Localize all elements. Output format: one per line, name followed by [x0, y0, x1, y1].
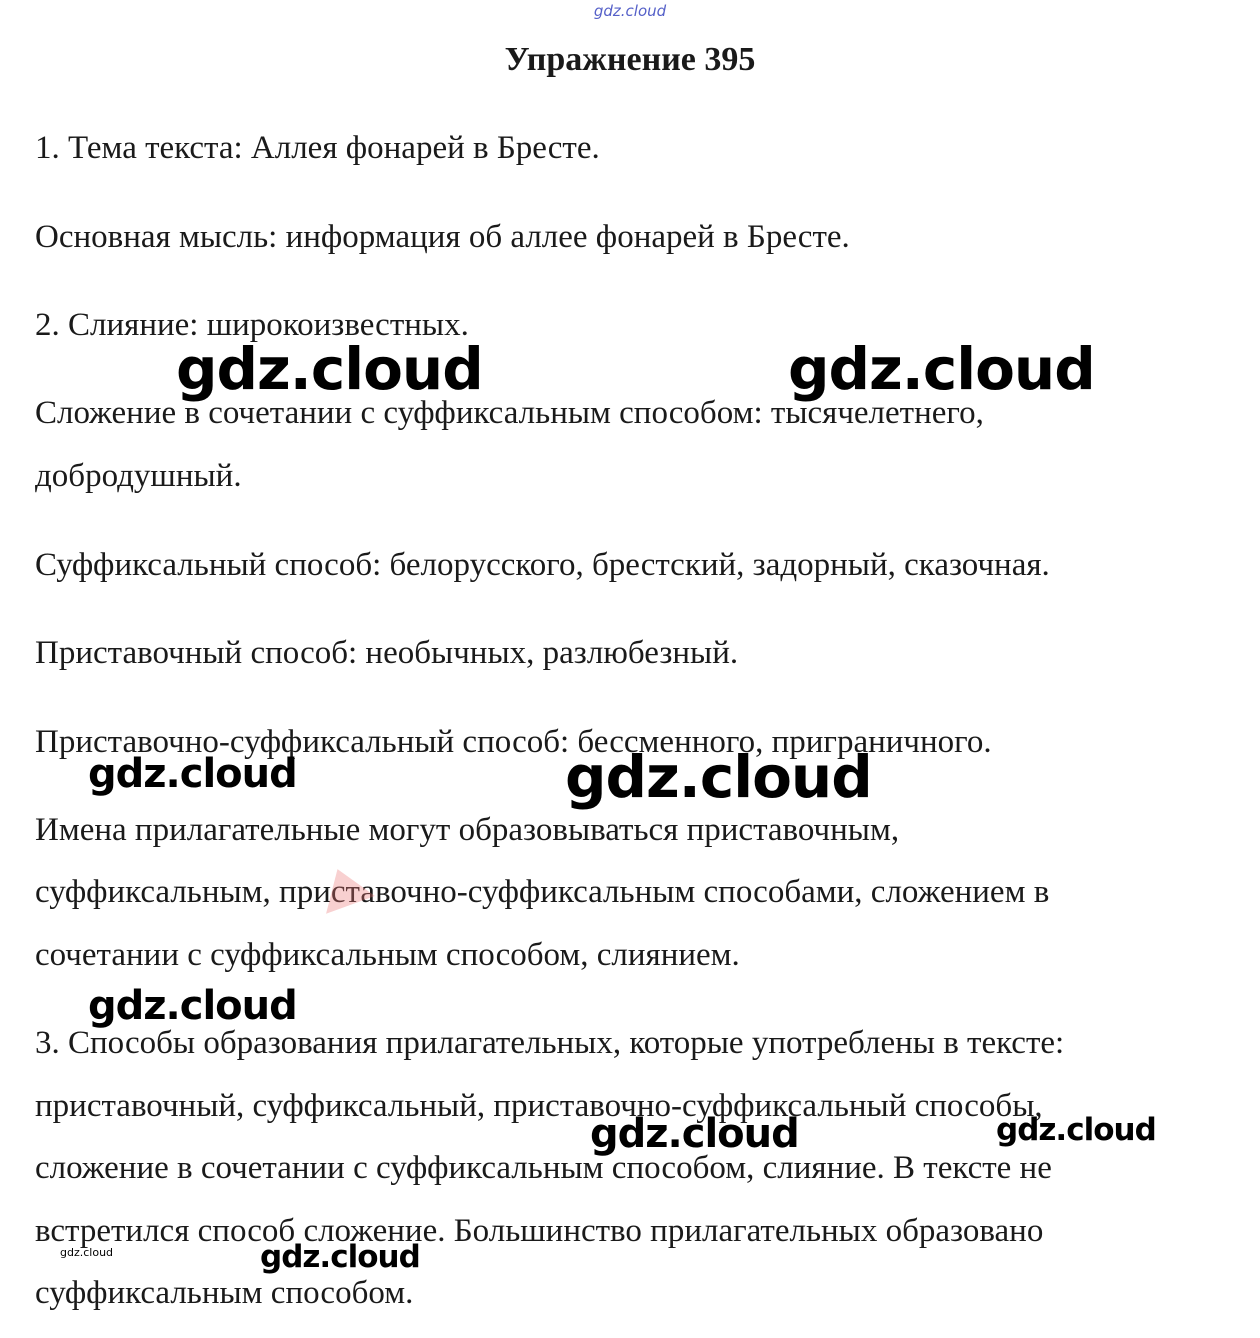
watermark: gdz.cloud	[60, 1246, 114, 1259]
exercise-title: Упражнение 395	[504, 41, 756, 78]
watermark: gdz.cloud	[176, 335, 483, 403]
text-line: 3. Способы образования прилагательных, которые употреблены в тексте:	[35, 1025, 1065, 1061]
text-line: встретился способ сложение. Большинство прилагательных образовано	[35, 1213, 1044, 1249]
header-watermark: gdz.cloud	[593, 2, 667, 20]
text-line: Приставочно-суффиксальный способ: бессменного, приграничного.	[35, 724, 992, 760]
watermark: gdz.cloud	[565, 743, 872, 811]
text-line: приставочный, суффиксальный, приставочно-суффиксальный способы,	[35, 1088, 1043, 1124]
text-line: 2. Слияние: широкоизвестных.	[35, 307, 469, 343]
text-line: добродушный.	[35, 458, 242, 494]
watermark: gdz.cloud	[996, 1112, 1156, 1148]
text-line: Приставочный способ: необычных, разлюбезный.	[35, 635, 739, 671]
text-line: суффиксальным способом.	[35, 1275, 414, 1311]
watermark: gdz.cloud	[88, 983, 297, 1029]
watermark: gdz.cloud	[788, 335, 1095, 403]
text-line: сочетании с суффиксальным способом, слиянием.	[35, 937, 740, 973]
text-line: Имена прилагательные могут образовываться приставочным,	[35, 812, 900, 848]
text-line: Суффиксальный способ: белорусского, брестский, задорный, сказочная.	[35, 547, 1050, 583]
watermark: gdz.cloud	[88, 751, 297, 797]
watermark: gdz.cloud	[260, 1239, 420, 1275]
text-line: Сложение в сочетании с суффиксальным способом: тысячелетнего,	[35, 395, 984, 431]
text-line: Основная мысль: информация об аллее фонарей в Бресте.	[35, 219, 850, 255]
text-line: сложение в сочетании с суффиксальным способом, слияние. В тексте не	[35, 1150, 1052, 1186]
text-line: 1. Тема текста: Аллея фонарей в Бресте.	[35, 130, 600, 166]
text-line: суффиксальным, приставочно-суффиксальным способами, сложением в	[35, 874, 1050, 910]
watermark: gdz.cloud	[590, 1111, 799, 1157]
